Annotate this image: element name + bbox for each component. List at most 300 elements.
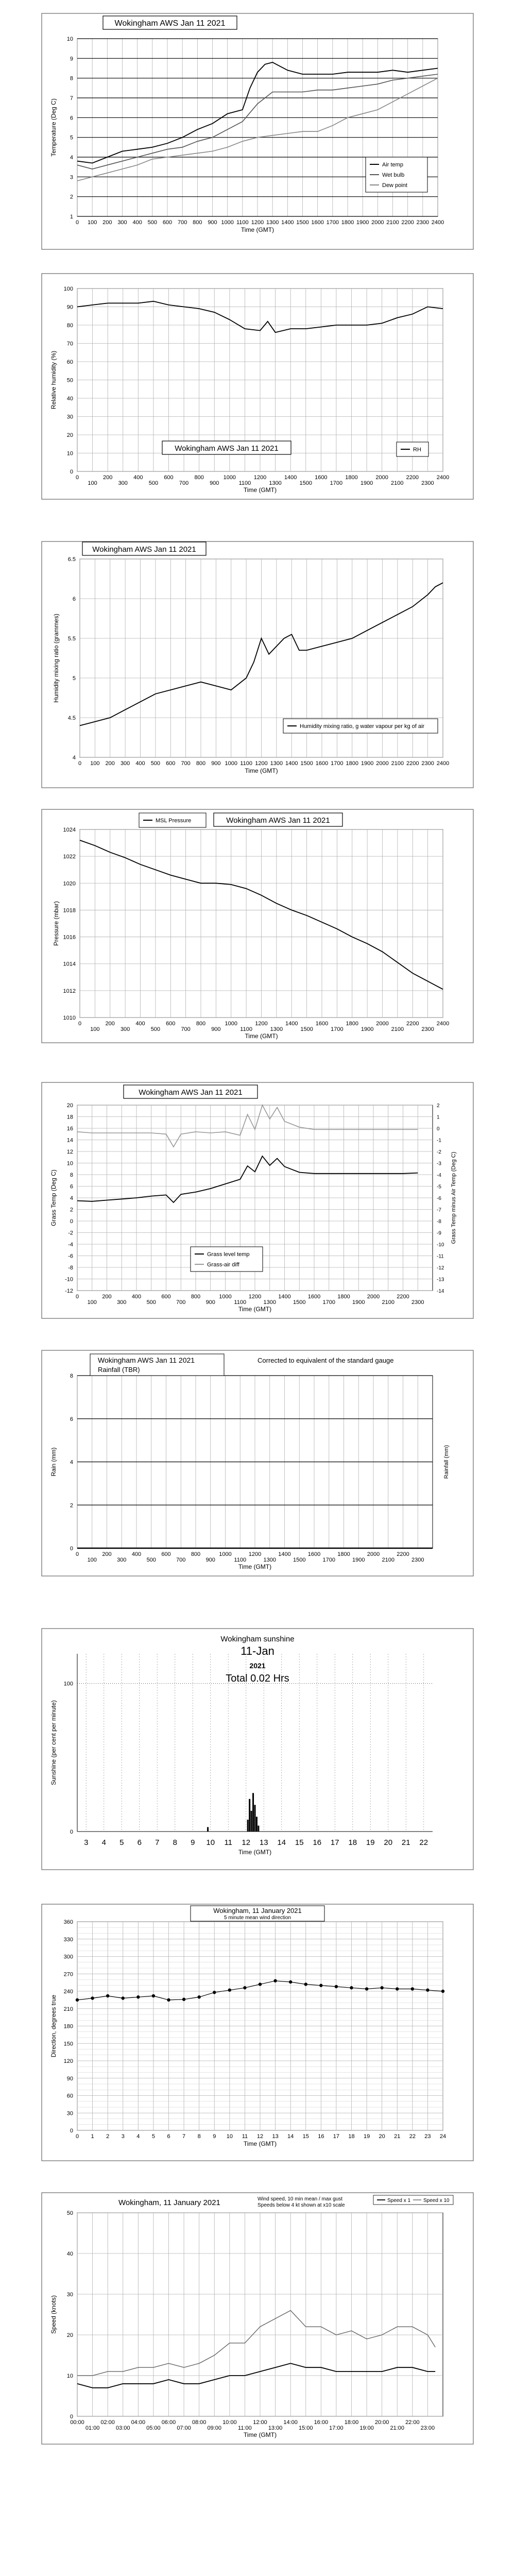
y-tick-label: -10 <box>65 1276 73 1283</box>
y-tick-label: 70 <box>66 341 73 347</box>
x-tick-label: 16:00 <box>314 2419 329 2426</box>
x-tick-label: 300 <box>117 1557 127 1563</box>
x-tick-label: 1600 <box>307 1551 321 1557</box>
y2-axis-label: Grass Temp minus Air Temp (Deg C) <box>451 1151 457 1244</box>
x-tick-label: 1500 <box>293 1299 306 1306</box>
x-tick-label: 1600 <box>307 1294 321 1300</box>
x-tick-label: 2100 <box>382 1557 394 1563</box>
x-tick-label: 400 <box>135 1021 145 1027</box>
y-tick-label: 180 <box>63 2023 73 2030</box>
x-tick-label: 6 <box>167 2133 170 2140</box>
x-tick-label: 900 <box>211 1026 221 1032</box>
y-tick-label: 1010 <box>63 1015 76 1021</box>
x-tick-label: 19 <box>363 2133 370 2140</box>
x-tick-label: 1800 <box>346 1021 358 1027</box>
y-tick-label: 1020 <box>63 880 76 887</box>
y2-axis-label: Rainfall (mm) <box>443 1445 450 1479</box>
x-tick-label: 600 <box>162 219 173 226</box>
chart-title: Wokingham AWS Jan 11 2021 <box>175 444 279 453</box>
y-tick-label: 8 <box>70 75 73 82</box>
x-tick-label: 10:00 <box>222 2419 237 2426</box>
chart-title: Wokingham AWS Jan 11 2021 <box>114 19 226 28</box>
y-tick-label: 1012 <box>63 988 76 994</box>
chart-total: Total 0.02 Hrs <box>226 1673 289 1684</box>
y2-tick-label: -9 <box>437 1230 441 1236</box>
x-tick-label: 1800 <box>337 1551 350 1557</box>
y-tick-label: 0 <box>70 1546 73 1552</box>
y2-tick-label: -4 <box>437 1173 441 1178</box>
x-tick-label: 18 <box>348 1838 357 1847</box>
humidity-chart-svg <box>41 273 474 500</box>
y-tick-label: 6 <box>70 1416 73 1422</box>
x-tick-label: 1400 <box>285 1021 298 1027</box>
x-tick-label: 22 <box>419 1838 428 1847</box>
x-tick-label: 800 <box>194 474 204 481</box>
x-tick-label: 11:00 <box>238 2425 252 2431</box>
x-tick-label: 200 <box>105 1021 115 1027</box>
x-tick-label: 03:00 <box>115 2425 130 2431</box>
y-tick-label: 120 <box>63 2058 73 2064</box>
x-tick-label: 21:00 <box>390 2425 405 2431</box>
x-tick-label: 2100 <box>391 480 404 486</box>
y-tick-label: 2 <box>70 194 73 200</box>
x-tick-label: 2200 <box>397 1551 409 1557</box>
x-tick-label: 1200 <box>251 219 264 226</box>
x-tick-label: 2400 <box>436 1021 450 1027</box>
x-tick-label: 1000 <box>219 1294 232 1300</box>
x-tick-label: 01:00 <box>85 2425 100 2431</box>
x-axis-label: Time (GMT) <box>243 2140 277 2147</box>
x-tick-label: 1500 <box>300 1026 313 1032</box>
y-tick-label: 2 <box>70 1502 73 1509</box>
x-tick-label: 17 <box>333 2133 340 2140</box>
grass-temperature-chart <box>41 1082 474 1319</box>
y-tick-label: 8 <box>70 1373 73 1379</box>
chart-note: Corrected to equivalent of the standard gauge <box>258 1357 394 1364</box>
x-tick-label: 21 <box>401 1838 410 1847</box>
x-tick-label: 900 <box>205 1557 215 1563</box>
x-tick-label: 20 <box>384 1838 393 1847</box>
x-axis-label: Time (GMT) <box>243 486 277 494</box>
x-tick-label: 1400 <box>281 219 294 226</box>
y-tick-label: 10 <box>66 450 73 457</box>
x-tick-label: 2200 <box>397 1294 409 1300</box>
sunshine-chart <box>41 1628 474 1870</box>
x-tick-label: 2300 <box>411 1299 424 1306</box>
x-tick-label: 18 <box>348 2133 355 2140</box>
x-tick-label: 17 <box>330 1838 339 1847</box>
chart-subtitle-2: Speeds below 4 kt shown at x10 scale <box>258 2202 345 2208</box>
x-axis-label: Time (GMT) <box>238 1306 272 1313</box>
x-tick-label: 18:00 <box>344 2419 359 2426</box>
x-tick-label: 1500 <box>299 480 312 486</box>
x-tick-label: 100 <box>87 1557 97 1563</box>
mixing-ratio-chart <box>41 541 474 788</box>
y-tick-label: 360 <box>63 1919 73 1925</box>
chart-year: 2021 <box>249 1662 266 1670</box>
y-tick-label: 6.5 <box>67 556 76 563</box>
y2-tick-label: -3 <box>437 1161 441 1167</box>
y2-tick-label: 0 <box>437 1126 440 1132</box>
x-tick-label: 12 <box>242 1838 251 1847</box>
x-tick-label: 1200 <box>255 760 268 767</box>
y-tick-label: 0 <box>70 1218 73 1225</box>
y-tick-label: 1014 <box>63 961 76 968</box>
x-tick-label: 1200 <box>255 1021 268 1027</box>
y-tick-label: 10 <box>66 36 73 42</box>
x-tick-label: 2000 <box>376 760 389 767</box>
y-tick-label: 7 <box>70 95 73 101</box>
y2-tick-label: -2 <box>437 1149 441 1155</box>
x-tick-label: 200 <box>102 1294 112 1300</box>
chart-subtitle: 5 minute mean wind direction <box>224 1915 291 1921</box>
x-tick-label: 13 <box>272 2133 279 2140</box>
y-tick-label: 0 <box>70 2128 73 2134</box>
y2-tick-label: -8 <box>437 1219 441 1225</box>
y-tick-label: 270 <box>63 1971 73 1978</box>
x-tick-label: 1100 <box>234 1557 247 1563</box>
chart-title: Wokingham AWS Jan 11 2021 <box>139 1088 243 1097</box>
x-tick-label: 16 <box>313 1838 322 1847</box>
x-tick-label: 2000 <box>375 474 388 481</box>
y-tick-label: 100 <box>63 286 73 292</box>
x-tick-label: 100 <box>87 219 97 226</box>
x-tick-label: 700 <box>181 1026 191 1032</box>
x-tick-label: 2000 <box>367 1551 380 1557</box>
wind-speed-chart-svg <box>41 2192 474 2445</box>
y-tick-label: 330 <box>63 1936 73 1943</box>
x-tick-label: 9 <box>213 2133 216 2140</box>
x-tick-label: 2300 <box>416 219 430 226</box>
x-tick-label: 600 <box>161 1294 171 1300</box>
x-tick-label: 04:00 <box>131 2419 146 2426</box>
x-tick-label: 1600 <box>315 1021 329 1027</box>
x-tick-label: 200 <box>102 219 112 226</box>
sunshine-bar <box>249 1799 250 1832</box>
sunshine-bar <box>252 1793 254 1832</box>
y2-tick-label: -7 <box>437 1207 441 1213</box>
x-tick-label: 1700 <box>322 1299 335 1306</box>
x-tick-label: 1100 <box>240 1026 252 1032</box>
x-tick-label: 8 <box>197 2133 201 2140</box>
x-tick-label: 2100 <box>391 760 404 767</box>
chart-title: Wokingham, 11 January 2021 <box>118 2198 220 2207</box>
y2-tick-label: -10 <box>437 1242 444 1248</box>
x-tick-label: 1900 <box>360 1026 374 1032</box>
y-tick-label: 4 <box>70 155 73 161</box>
y-axis-label: Humidity mixing ratio (grammes) <box>53 614 60 703</box>
chart-title: Wokingham sunshine <box>220 1635 295 1643</box>
y-tick-label: 5 <box>70 134 73 141</box>
x-tick-label: 1600 <box>311 219 324 226</box>
x-tick-label: 2000 <box>376 1021 389 1027</box>
x-tick-label: 2300 <box>411 1557 424 1563</box>
x-tick-label: 600 <box>164 474 174 481</box>
wind-direction-chart <box>41 1904 474 2161</box>
x-tick-label: 700 <box>176 1299 186 1306</box>
y-tick-label: 0 <box>70 1829 73 1835</box>
x-tick-label: 1900 <box>360 760 374 767</box>
y-axis-label: Rain (mm) <box>50 1447 57 1477</box>
sunshine-bar <box>254 1805 256 1832</box>
legend-entry: MSL Pressure <box>156 818 192 824</box>
x-tick-label: 1600 <box>315 760 329 767</box>
y-tick-label: 8 <box>70 1172 73 1178</box>
y-tick-label: 2 <box>70 1207 73 1213</box>
y-tick-label: 30 <box>66 414 73 420</box>
x-tick-label: 2300 <box>421 1026 434 1032</box>
x-tick-label: 500 <box>146 1299 156 1306</box>
x-tick-label: 800 <box>193 219 202 226</box>
x-tick-label: 2100 <box>382 1299 394 1306</box>
x-tick-label: 600 <box>166 1021 176 1027</box>
y-tick-label: 1 <box>70 214 73 220</box>
legend-entry: Speed x 10 <box>423 2198 450 2204</box>
x-tick-label: 1700 <box>330 480 343 486</box>
wind-speed-chart <box>41 2192 474 2445</box>
x-tick-label: 1400 <box>284 474 297 481</box>
x-tick-label: 400 <box>132 219 142 226</box>
y-tick-label: -6 <box>68 1253 73 1260</box>
x-tick-label: 10 <box>226 2133 233 2140</box>
x-tick-label: 500 <box>146 1557 156 1563</box>
x-tick-label: 06:00 <box>161 2419 176 2426</box>
y-tick-label: 5.5 <box>67 636 76 642</box>
x-tick-label: 14 <box>277 1838 286 1847</box>
x-tick-label: 2300 <box>421 760 434 767</box>
y-tick-label: 90 <box>66 2075 73 2082</box>
grass-temperature-chart-svg <box>41 1082 474 1319</box>
x-tick-label: 1400 <box>278 1551 291 1557</box>
x-tick-label: 1000 <box>221 219 234 226</box>
y2-tick-label: -12 <box>437 1265 444 1271</box>
x-tick-label: 500 <box>147 219 158 226</box>
x-tick-label: 600 <box>161 1551 171 1557</box>
x-tick-label: 900 <box>210 480 219 486</box>
y-tick-label: 40 <box>66 2251 73 2257</box>
sunshine-bar <box>207 1827 209 1832</box>
y-tick-label: 300 <box>63 1954 73 1960</box>
x-tick-label: 2100 <box>386 219 399 226</box>
x-tick-label: 22 <box>409 2133 416 2140</box>
x-tick-label: 800 <box>191 1294 201 1300</box>
y-tick-label: 4 <box>72 755 76 761</box>
x-tick-label: 1700 <box>322 1557 335 1563</box>
x-tick-label: 300 <box>120 760 130 767</box>
x-tick-label: 300 <box>117 219 127 226</box>
y-tick-label: -4 <box>68 1242 73 1248</box>
x-tick-label: 15:00 <box>298 2425 313 2431</box>
x-tick-label: 05:00 <box>146 2425 161 2431</box>
x-tick-label: 0 <box>78 760 82 767</box>
x-tick-label: 700 <box>177 219 187 226</box>
chart-subtitle: Wind speed, 10 min mean / max gust <box>258 2196 343 2202</box>
x-tick-label: 500 <box>150 760 161 767</box>
y-axis-label: Temperature (Deg C) <box>50 98 57 157</box>
x-tick-label: 2300 <box>421 480 434 486</box>
x-tick-label: 200 <box>102 474 113 481</box>
x-tick-label: 400 <box>131 1294 142 1300</box>
x-tick-label: 08:00 <box>192 2419 207 2426</box>
x-tick-label: 21 <box>394 2133 401 2140</box>
x-tick-label: 700 <box>181 760 191 767</box>
wind-direction-chart-svg <box>41 1904 474 2161</box>
y-tick-label: 80 <box>66 323 73 329</box>
x-tick-label: 2200 <box>406 760 419 767</box>
chart-title: Wokingham AWS Jan 11 2021 <box>92 545 196 554</box>
x-tick-label: 11 <box>224 1838 233 1847</box>
y-tick-label: 10 <box>66 2373 73 2379</box>
y-tick-label: 9 <box>70 56 73 62</box>
x-tick-label: 900 <box>208 219 217 226</box>
x-tick-label: 4 <box>136 2133 140 2140</box>
x-tick-label: 1300 <box>269 480 282 486</box>
y-tick-label: 60 <box>66 359 73 365</box>
legend-entry: Air temp <box>382 162 403 168</box>
x-tick-label: 6 <box>137 1838 142 1847</box>
x-tick-label: 600 <box>166 760 176 767</box>
x-tick-label: 700 <box>179 480 189 486</box>
y-tick-label: 5 <box>72 675 76 682</box>
x-tick-label: 24 <box>439 2133 447 2140</box>
x-tick-label: 17:00 <box>329 2425 344 2431</box>
x-tick-label: 0 <box>75 1551 79 1557</box>
x-axis-label: Time (GMT) <box>245 767 278 774</box>
x-tick-label: 16 <box>318 2133 324 2140</box>
x-tick-label: 0 <box>75 2133 79 2140</box>
x-tick-label: 200 <box>105 760 115 767</box>
legend-entry: RH <box>413 447 421 453</box>
pressure-chart <box>41 809 474 1043</box>
x-axis-label: Time (GMT) <box>241 226 274 233</box>
legend-entry: Wet bulb <box>382 172 405 178</box>
x-tick-label: 4 <box>101 1838 106 1847</box>
y-tick-label: 14 <box>66 1137 73 1144</box>
y-tick-label: 90 <box>66 304 73 311</box>
y-tick-label: -8 <box>68 1265 73 1271</box>
legend-entry: Humidity mixing ratio, g water vapour per kg of air <box>300 723 425 730</box>
x-tick-label: 1800 <box>337 1294 350 1300</box>
x-tick-label: 0 <box>75 1294 79 1300</box>
temperature-chart <box>41 13 474 250</box>
x-tick-label: 1800 <box>346 760 358 767</box>
x-tick-label: 1 <box>91 2133 94 2140</box>
y-tick-label: 0 <box>70 2414 73 2420</box>
y-tick-label: 1016 <box>63 934 76 941</box>
x-tick-label: 1000 <box>225 1021 237 1027</box>
x-tick-label: 800 <box>196 760 206 767</box>
x-tick-label: 1500 <box>300 760 313 767</box>
y-tick-label: 10 <box>66 1160 73 1167</box>
x-tick-label: 0 <box>75 474 79 481</box>
x-tick-label: 200 <box>102 1551 112 1557</box>
x-tick-label: 15 <box>295 1838 304 1847</box>
y-tick-label: 50 <box>66 2210 73 2216</box>
x-tick-label: 8 <box>173 1838 177 1847</box>
x-tick-label: 00:00 <box>70 2419 84 2426</box>
y-tick-label: 100 <box>63 1681 73 1687</box>
x-tick-label: 1700 <box>331 1026 344 1032</box>
x-tick-label: 14 <box>287 2133 294 2140</box>
x-tick-label: 1700 <box>326 219 339 226</box>
x-tick-label: 400 <box>135 760 145 767</box>
y-tick-label: 4.5 <box>67 715 76 721</box>
x-tick-label: 2400 <box>436 760 450 767</box>
x-tick-label: 0 <box>78 1021 82 1027</box>
x-axis-label: Time (GMT) <box>243 2431 277 2438</box>
y2-tick-label: -14 <box>437 1289 444 1294</box>
x-tick-label: 1200 <box>248 1294 262 1300</box>
mixing-ratio-chart-svg <box>41 541 474 788</box>
y-tick-label: -12 <box>65 1288 73 1294</box>
y-tick-label: 4 <box>70 1195 73 1201</box>
x-tick-label: 15 <box>302 2133 309 2140</box>
x-tick-label: 300 <box>120 1026 130 1032</box>
rainfall-chart <box>41 1350 474 1577</box>
humidity-chart <box>41 273 474 500</box>
y-axis-label: Relative humidity (%) <box>50 350 57 410</box>
x-tick-label: 1900 <box>360 480 373 486</box>
x-tick-label: 20:00 <box>374 2419 389 2426</box>
sunshine-chart-svg <box>41 1628 474 1870</box>
x-tick-label: 23 <box>424 2133 431 2140</box>
y-axis-label: Direction, degrees true <box>50 1994 57 2058</box>
x-tick-label: 500 <box>150 1026 161 1032</box>
x-tick-label: 800 <box>191 1551 201 1557</box>
x-tick-label: 300 <box>118 480 128 486</box>
y-tick-label: 18 <box>66 1114 73 1121</box>
x-tick-label: 13 <box>259 1838 268 1847</box>
x-tick-label: 23:00 <box>420 2425 435 2431</box>
sunshine-bar <box>256 1817 258 1832</box>
x-tick-label: 400 <box>133 474 143 481</box>
x-tick-label: 1100 <box>236 219 249 226</box>
x-tick-label: 2200 <box>406 474 419 481</box>
x-tick-label: 3 <box>121 2133 125 2140</box>
x-tick-label: 800 <box>196 1021 206 1027</box>
y-tick-label: 40 <box>66 396 73 402</box>
y-tick-label: 1018 <box>63 907 76 914</box>
y2-tick-label: 1 <box>437 1114 440 1121</box>
x-tick-label: 11 <box>242 2133 248 2140</box>
y-tick-label: 20 <box>66 432 73 438</box>
x-tick-label: 19 <box>366 1838 375 1847</box>
x-tick-label: 1800 <box>345 474 358 481</box>
chart-subtitle: 11-Jan <box>241 1645 274 1657</box>
x-tick-label: 1700 <box>331 760 344 767</box>
y-tick-label: 0 <box>70 469 73 475</box>
x-tick-label: 1300 <box>263 1557 276 1563</box>
temperature-chart-svg <box>41 13 474 250</box>
y-tick-label: 210 <box>63 2006 73 2012</box>
x-tick-label: 1000 <box>225 760 237 767</box>
x-axis-label: Time (GMT) <box>238 1849 272 1856</box>
x-tick-label: 09:00 <box>207 2425 222 2431</box>
chart-title: Wokingham AWS Jan 11 2021 <box>98 1356 195 1364</box>
x-tick-label: 2100 <box>391 1026 404 1032</box>
x-tick-label: 100 <box>88 480 97 486</box>
x-tick-label: 20 <box>379 2133 385 2140</box>
x-tick-label: 1100 <box>240 760 252 767</box>
x-tick-label: 2200 <box>401 219 414 226</box>
x-axis-label: Time (GMT) <box>238 1563 272 1570</box>
y2-tick-label: -11 <box>437 1253 444 1260</box>
sunshine-bar <box>258 1826 259 1832</box>
x-tick-label: 02:00 <box>100 2419 115 2426</box>
sunshine-bar <box>251 1811 252 1832</box>
x-tick-label: 1900 <box>356 219 369 226</box>
x-tick-label: 3 <box>84 1838 89 1847</box>
